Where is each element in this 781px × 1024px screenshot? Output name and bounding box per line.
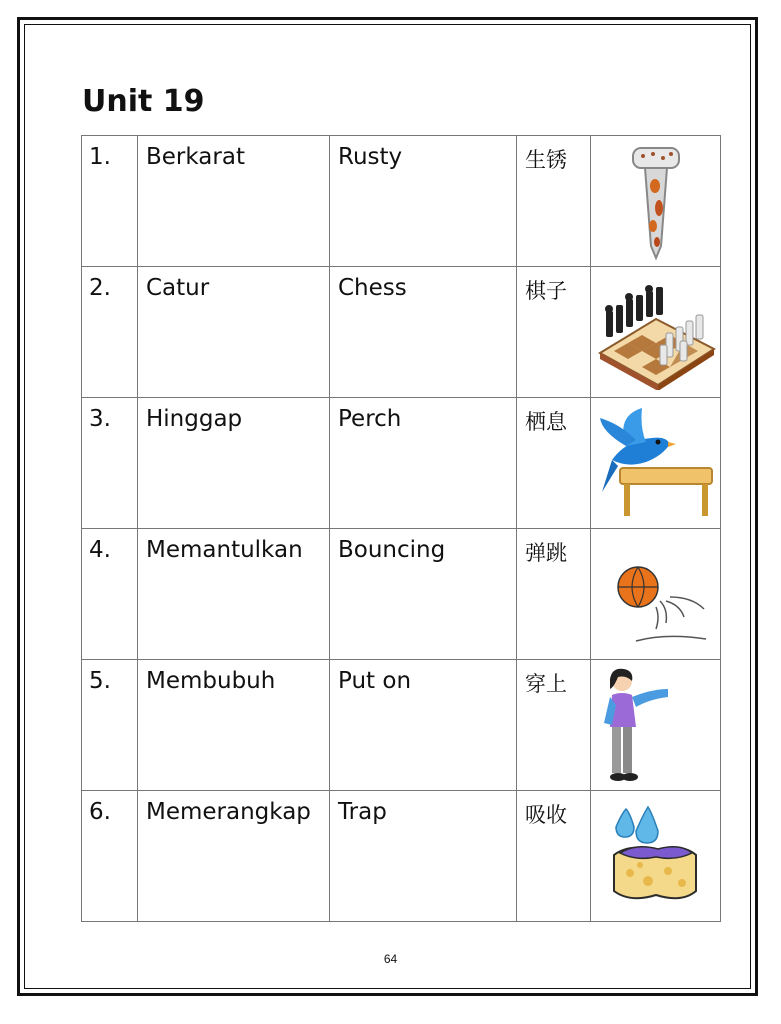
perching-bird-icon: [596, 406, 716, 521]
english-word: Bouncing: [330, 529, 517, 660]
rusty-nail-icon: [621, 142, 691, 260]
chinese-word: 吸收: [517, 791, 591, 922]
english-word: Put on: [330, 660, 517, 791]
dressing-person-icon: [596, 665, 716, 785]
bouncing-ball-icon: [596, 537, 716, 652]
chinese-word: 生锈: [517, 136, 591, 267]
row-picture: [591, 136, 721, 267]
unit-title: Unit 19: [82, 84, 205, 119]
malay-word: Memantulkan: [138, 529, 330, 660]
row-number: 4.: [82, 529, 138, 660]
chessboard-icon: [596, 275, 716, 390]
row-picture: [591, 529, 721, 660]
english-word: Rusty: [330, 136, 517, 267]
table-row: [82, 398, 721, 529]
row-number: 5.: [82, 660, 138, 791]
row-number: 3.: [82, 398, 138, 529]
malay-word: Catur: [138, 267, 330, 398]
table-row: [82, 660, 721, 791]
row-number: 1.: [82, 136, 138, 267]
row-picture: [591, 660, 721, 791]
english-word: Perch: [330, 398, 517, 529]
table-row: [82, 267, 721, 398]
vocabulary-table: [81, 135, 721, 922]
malay-word: Memerangkap: [138, 791, 330, 922]
page-number: 64: [383, 952, 398, 966]
table-row: [82, 791, 721, 922]
table-row: [82, 529, 721, 660]
row-picture: [591, 398, 721, 529]
row-picture: [591, 791, 721, 922]
malay-word: Membubuh: [138, 660, 330, 791]
malay-word: Berkarat: [138, 136, 330, 267]
english-word: Chess: [330, 267, 517, 398]
sponge-water-icon: [596, 799, 716, 914]
row-picture: [591, 267, 721, 398]
chinese-word: 穿上: [517, 660, 591, 791]
row-number: 6.: [82, 791, 138, 922]
row-number: 2.: [82, 267, 138, 398]
chinese-word: 栖息: [517, 398, 591, 529]
chinese-word: 弹跳: [517, 529, 591, 660]
english-word: Trap: [330, 791, 517, 922]
malay-word: Hinggap: [138, 398, 330, 529]
table-row: [82, 136, 721, 267]
chinese-word: 棋子: [517, 267, 591, 398]
